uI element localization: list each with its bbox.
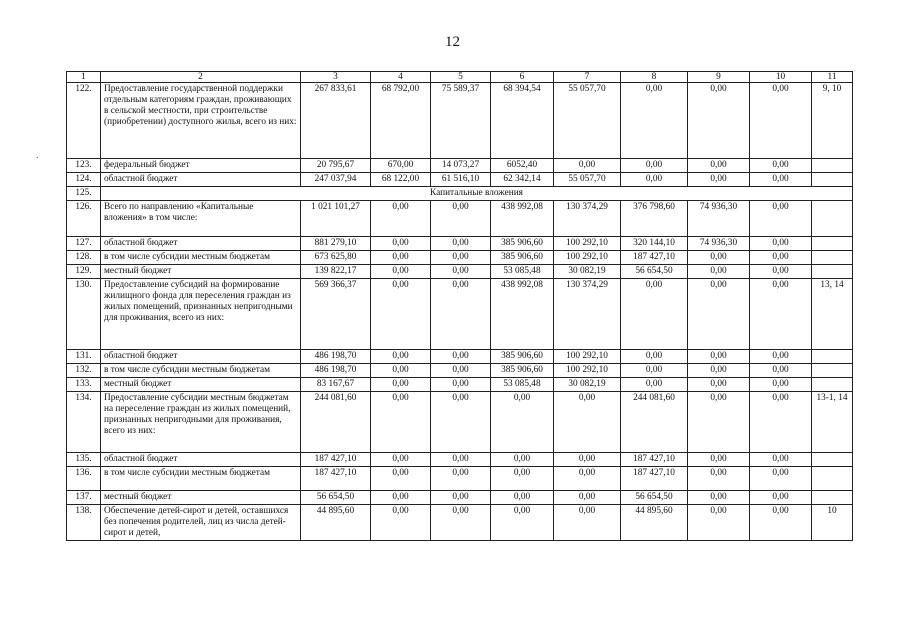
row-value-10: 0,00 xyxy=(750,364,812,378)
table-row xyxy=(67,83,853,159)
row-number: 128. xyxy=(67,251,101,265)
row-value-10: 0,00 xyxy=(750,265,812,279)
row-value-5: 0,00 xyxy=(431,453,491,467)
row-number: 137. xyxy=(67,491,101,505)
row-value-7: 100 292,10 xyxy=(554,237,621,251)
row-value-3: 187 427,10 xyxy=(301,467,371,491)
row-value-9: 0,00 xyxy=(688,505,750,541)
row-value-4: 0,00 xyxy=(371,378,431,392)
row-value-5: 0,00 xyxy=(431,251,491,265)
row-value-7: 0,00 xyxy=(554,491,621,505)
row-value-4: 0,00 xyxy=(371,279,431,350)
row-value-7: 100 292,10 xyxy=(554,364,621,378)
row-value-6: 385 906,60 xyxy=(491,350,554,364)
row-number: 129. xyxy=(67,265,101,279)
row-value-3: 673 625,80 xyxy=(301,251,371,265)
row-value-9: 0,00 xyxy=(688,392,750,453)
row-value-10: 0,00 xyxy=(750,505,812,541)
row-value-8: 0,00 xyxy=(621,378,688,392)
row-number: 134. xyxy=(67,392,101,453)
row-value-9: 0,00 xyxy=(688,364,750,378)
row-value-4: 0,00 xyxy=(371,364,431,378)
row-value-7: 130 374,29 xyxy=(554,279,621,350)
row-value-7: 130 374,29 xyxy=(554,201,621,237)
row-value-3: 267 833,61 xyxy=(301,83,371,159)
row-value-9: 0,00 xyxy=(688,279,750,350)
row-description: областной бюджет xyxy=(101,173,301,187)
row-value-10: 0,00 xyxy=(750,279,812,350)
column-number-5: 5 xyxy=(431,72,491,83)
row-value-9: 0,00 xyxy=(688,83,750,159)
row-value-10: 0,00 xyxy=(750,173,812,187)
row-value-6: 438 992,08 xyxy=(491,201,554,237)
row-number: 126. xyxy=(67,201,101,237)
row-reference: 13-1, 14 xyxy=(812,392,853,453)
row-value-5: 0,00 xyxy=(431,505,491,541)
row-value-5: 0,00 xyxy=(431,265,491,279)
row-value-8: 0,00 xyxy=(621,173,688,187)
table-row xyxy=(67,201,853,237)
row-value-10: 0,00 xyxy=(750,237,812,251)
column-number-9: 9 xyxy=(688,72,750,83)
table-row xyxy=(67,265,853,279)
row-value-5: 14 073,27 xyxy=(431,159,491,173)
row-value-8: 0,00 xyxy=(621,83,688,159)
row-number: 130. xyxy=(67,279,101,350)
row-description: в том числе субсидии местным бюджетам xyxy=(101,364,301,378)
section-title: Капитальные вложения xyxy=(101,187,853,201)
row-value-6: 53 085,48 xyxy=(491,265,554,279)
row-value-7: 0,00 xyxy=(554,505,621,541)
row-number: 135. xyxy=(67,453,101,467)
row-value-9: 0,00 xyxy=(688,453,750,467)
row-value-4: 0,00 xyxy=(371,505,431,541)
row-value-4: 670,00 xyxy=(371,159,431,173)
table-row xyxy=(67,159,853,173)
table-row xyxy=(67,453,853,467)
section-row-number: 125. xyxy=(67,187,101,201)
row-value-9: 0,00 xyxy=(688,159,750,173)
row-value-3: 20 795,67 xyxy=(301,159,371,173)
row-value-3: 569 366,37 xyxy=(301,279,371,350)
column-number-2: 2 xyxy=(101,72,301,83)
row-value-8: 187 427,10 xyxy=(621,467,688,491)
row-value-3: 56 654,50 xyxy=(301,491,371,505)
column-number-7: 7 xyxy=(554,72,621,83)
row-value-7: 100 292,10 xyxy=(554,251,621,265)
row-number: 132. xyxy=(67,364,101,378)
row-value-10: 0,00 xyxy=(750,83,812,159)
row-description: Предоставление государственной поддержки отдельным категориям граждан, проживающих в сельской местности, при строительстве (приобретении) доступного жилья, всего из них: xyxy=(101,83,301,159)
row-value-4: 0,00 xyxy=(371,265,431,279)
row-value-4: 0,00 xyxy=(371,453,431,467)
row-value-5: 0,00 xyxy=(431,378,491,392)
row-value-4: 0,00 xyxy=(371,392,431,453)
row-value-6: 0,00 xyxy=(491,453,554,467)
row-value-6: 6052,40 xyxy=(491,159,554,173)
row-description: Предоставление субсидии местным бюджетам на переселение граждан из жилых помещений, признанных непригодными для проживания, всего из них: xyxy=(101,392,301,453)
budget-table xyxy=(66,71,853,541)
column-number-row xyxy=(67,72,853,83)
row-value-10: 0,00 xyxy=(750,378,812,392)
row-value-5: 0,00 xyxy=(431,491,491,505)
row-value-8: 187 427,10 xyxy=(621,251,688,265)
row-reference xyxy=(812,159,853,173)
row-value-8: 56 654,50 xyxy=(621,265,688,279)
row-number: 127. xyxy=(67,237,101,251)
row-reference: 10 xyxy=(812,505,853,541)
row-value-9: 0,00 xyxy=(688,265,750,279)
row-value-5: 0,00 xyxy=(431,279,491,350)
table-row xyxy=(67,251,853,265)
row-value-8: 187 427,10 xyxy=(621,453,688,467)
row-value-8: 244 081,60 xyxy=(621,392,688,453)
row-value-7: 0,00 xyxy=(554,467,621,491)
row-value-9: 74 936,30 xyxy=(688,201,750,237)
row-value-5: 75 589,37 xyxy=(431,83,491,159)
row-value-5: 0,00 xyxy=(431,364,491,378)
row-value-4: 0,00 xyxy=(371,491,431,505)
row-value-5: 0,00 xyxy=(431,201,491,237)
row-value-3: 244 081,60 xyxy=(301,392,371,453)
table-row xyxy=(67,279,853,350)
row-description: федеральный бюджет xyxy=(101,159,301,173)
row-value-8: 0,00 xyxy=(621,350,688,364)
row-value-4: 68 122,00 xyxy=(371,173,431,187)
row-value-7: 30 082,19 xyxy=(554,265,621,279)
row-value-4: 0,00 xyxy=(371,201,431,237)
row-value-6: 0,00 xyxy=(491,467,554,491)
table-row xyxy=(67,173,853,187)
row-value-9: 0,00 xyxy=(688,467,750,491)
row-value-7: 0,00 xyxy=(554,392,621,453)
row-value-3: 247 037,94 xyxy=(301,173,371,187)
row-reference xyxy=(812,201,853,237)
row-value-10: 0,00 xyxy=(750,491,812,505)
row-value-9: 0,00 xyxy=(688,350,750,364)
row-description: областной бюджет xyxy=(101,350,301,364)
column-number-11: 11 xyxy=(812,72,853,83)
row-value-9: 0,00 xyxy=(688,378,750,392)
row-value-10: 0,00 xyxy=(750,467,812,491)
row-value-10: 0,00 xyxy=(750,392,812,453)
table-row xyxy=(67,505,853,541)
row-description: областной бюджет xyxy=(101,237,301,251)
row-value-7: 0,00 xyxy=(554,159,621,173)
row-reference: 13, 14 xyxy=(812,279,853,350)
row-value-5: 0,00 xyxy=(431,392,491,453)
table-row xyxy=(67,467,853,491)
margin-mark: . xyxy=(36,150,39,161)
row-description: местный бюджет xyxy=(101,378,301,392)
row-value-4: 0,00 xyxy=(371,251,431,265)
row-value-8: 44 895,60 xyxy=(621,505,688,541)
section-row xyxy=(67,187,853,201)
row-value-6: 62 342,14 xyxy=(491,173,554,187)
row-value-10: 0,00 xyxy=(750,201,812,237)
row-number: 124. xyxy=(67,173,101,187)
row-description: местный бюджет xyxy=(101,265,301,279)
row-value-5: 0,00 xyxy=(431,467,491,491)
row-value-4: 0,00 xyxy=(371,467,431,491)
table-row xyxy=(67,237,853,251)
row-value-10: 0,00 xyxy=(750,159,812,173)
row-description: Обеспечение детей-сирот и детей, оставшихся без попечения родителей, лиц из числа детей-сирот и детей, xyxy=(101,505,301,541)
row-value-5: 61 516,10 xyxy=(431,173,491,187)
row-value-8: 0,00 xyxy=(621,159,688,173)
row-value-6: 68 394,54 xyxy=(491,83,554,159)
row-value-8: 376 798,60 xyxy=(621,201,688,237)
row-value-3: 1 021 101,27 xyxy=(301,201,371,237)
row-value-3: 139 822,17 xyxy=(301,265,371,279)
row-value-8: 0,00 xyxy=(621,279,688,350)
column-number-10: 10 xyxy=(750,72,812,83)
row-number: 123. xyxy=(67,159,101,173)
column-number-4: 4 xyxy=(371,72,431,83)
row-value-7: 30 082,19 xyxy=(554,378,621,392)
row-reference xyxy=(812,491,853,505)
row-number: 133. xyxy=(67,378,101,392)
row-reference xyxy=(812,251,853,265)
row-value-3: 881 279,10 xyxy=(301,237,371,251)
row-value-8: 0,00 xyxy=(621,364,688,378)
row-value-3: 187 427,10 xyxy=(301,453,371,467)
row-reference xyxy=(812,453,853,467)
column-number-8: 8 xyxy=(621,72,688,83)
row-number: 136. xyxy=(67,467,101,491)
row-value-8: 56 654,50 xyxy=(621,491,688,505)
row-value-7: 55 057,70 xyxy=(554,83,621,159)
table-row xyxy=(67,392,853,453)
row-number: 122. xyxy=(67,83,101,159)
row-value-4: 68 792,00 xyxy=(371,83,431,159)
row-value-6: 385 906,60 xyxy=(491,237,554,251)
column-number-3: 3 xyxy=(301,72,371,83)
row-value-6: 385 906,60 xyxy=(491,251,554,265)
row-reference xyxy=(812,173,853,187)
row-value-3: 486 198,70 xyxy=(301,364,371,378)
column-number-1: 1 xyxy=(67,72,101,83)
row-value-6: 0,00 xyxy=(491,392,554,453)
row-number: 131. xyxy=(67,350,101,364)
page-number: 12 xyxy=(445,34,460,50)
row-value-6: 53 085,48 xyxy=(491,378,554,392)
table-row xyxy=(67,491,853,505)
table-row xyxy=(67,378,853,392)
row-reference xyxy=(812,237,853,251)
row-description: местный бюджет xyxy=(101,491,301,505)
row-value-4: 0,00 xyxy=(371,237,431,251)
table-row xyxy=(67,364,853,378)
row-description: в том числе субсидии местным бюджетам xyxy=(101,251,301,265)
row-value-6: 385 906,60 xyxy=(491,364,554,378)
row-reference xyxy=(812,467,853,491)
row-value-6: 438 992,08 xyxy=(491,279,554,350)
row-description: Предоставление субсидий на формирование жилищного фонда для переселения граждан из жилых помещений, признанных непригодными для проживания, всего из них: xyxy=(101,279,301,350)
row-number: 138. xyxy=(67,505,101,541)
row-value-6: 0,00 xyxy=(491,491,554,505)
row-value-3: 44 895,60 xyxy=(301,505,371,541)
row-value-10: 0,00 xyxy=(750,350,812,364)
row-description: в том числе субсидии местным бюджетам xyxy=(101,467,301,491)
row-value-9: 0,00 xyxy=(688,173,750,187)
row-value-7: 55 057,70 xyxy=(554,173,621,187)
row-value-7: 0,00 xyxy=(554,453,621,467)
row-description: Всего по направлению «Капитальные вложения» в том числе: xyxy=(101,201,301,237)
row-reference xyxy=(812,350,853,364)
row-value-10: 0,00 xyxy=(750,453,812,467)
row-value-9: 74 936,30 xyxy=(688,237,750,251)
row-value-7: 100 292,10 xyxy=(554,350,621,364)
row-value-4: 0,00 xyxy=(371,350,431,364)
row-reference xyxy=(812,364,853,378)
row-value-8: 320 144,10 xyxy=(621,237,688,251)
row-value-6: 0,00 xyxy=(491,505,554,541)
row-value-5: 0,00 xyxy=(431,237,491,251)
row-value-10: 0,00 xyxy=(750,251,812,265)
table-row xyxy=(67,350,853,364)
row-value-3: 83 167,67 xyxy=(301,378,371,392)
row-reference: 9, 10 xyxy=(812,83,853,159)
row-value-9: 0,00 xyxy=(688,251,750,265)
row-description: областной бюджет xyxy=(101,453,301,467)
column-number-6: 6 xyxy=(491,72,554,83)
row-reference xyxy=(812,378,853,392)
row-reference xyxy=(812,265,853,279)
row-value-9: 0,00 xyxy=(688,491,750,505)
row-value-5: 0,00 xyxy=(431,350,491,364)
table-body xyxy=(67,72,853,541)
row-value-3: 486 198,70 xyxy=(301,350,371,364)
